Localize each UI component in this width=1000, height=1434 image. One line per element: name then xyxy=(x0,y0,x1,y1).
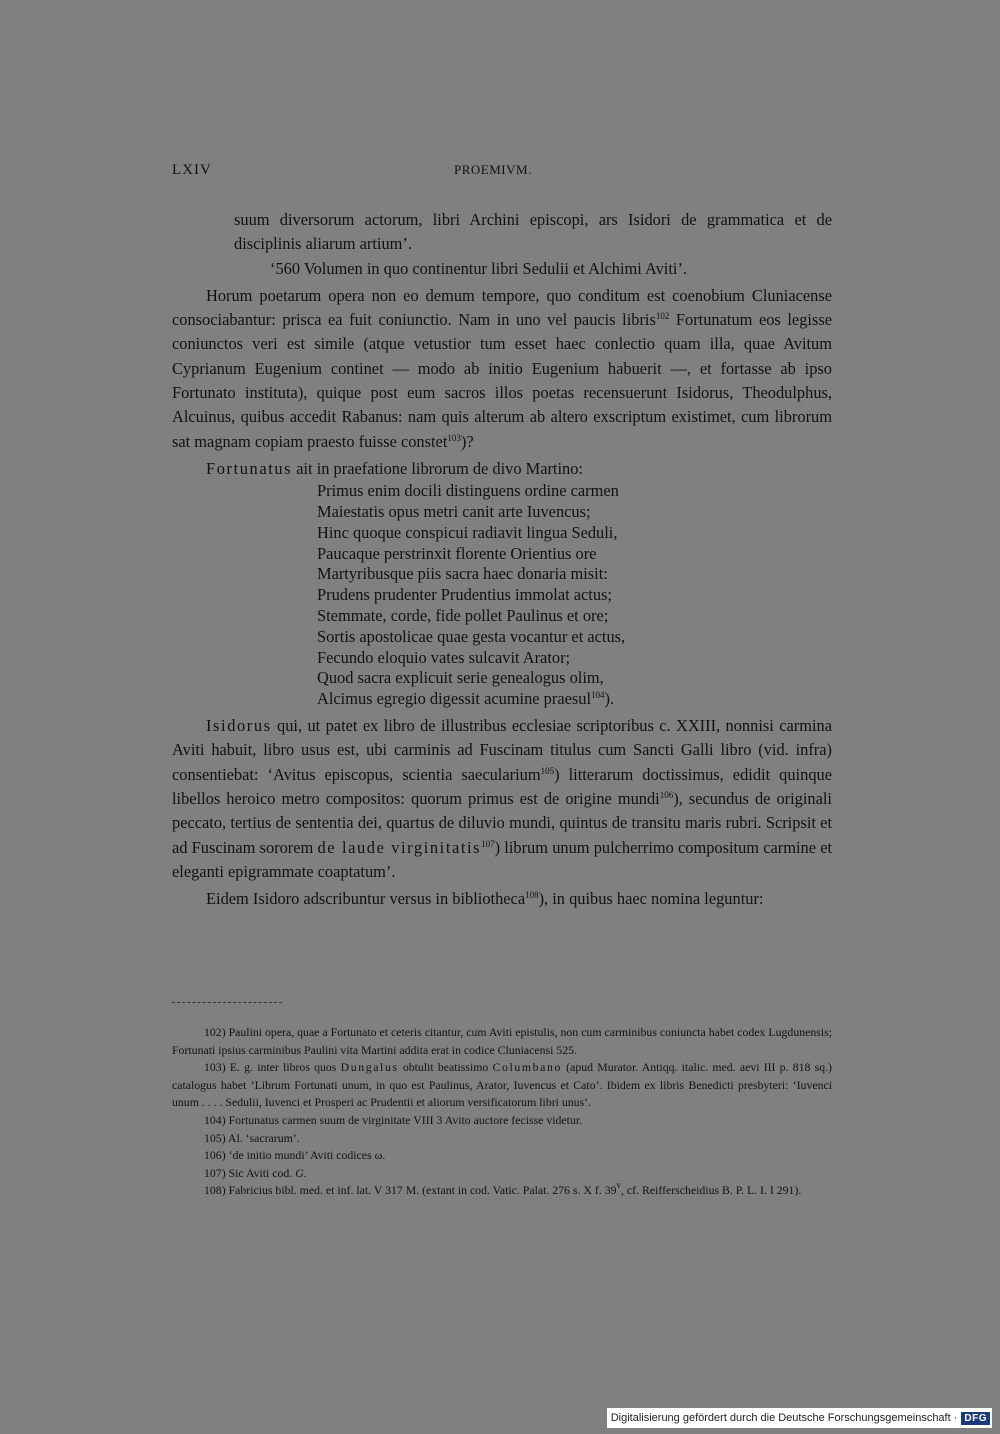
footnote-ref: 103 xyxy=(447,432,461,443)
footnote-102: 102) Paulini opera, quae a Fortunato et ceteris citantur, cum Aviti epistulis, non cum carminibus coniuncta habet codex Lugdunensis; Fortunati ipsius carminibus Paulini vita Martini addita erat in codice Cluniacensi 525. xyxy=(172,1025,832,1057)
paragraph-volume-560: ‘560 Volumen in quo continentur libri Sedulii et Alchimi Aviti’. xyxy=(270,258,688,278)
dfg-credit-banner[interactable] xyxy=(607,1408,992,1428)
footnote-ref: 107 xyxy=(481,838,495,849)
footnote-ref: 108 xyxy=(525,890,539,901)
footnote-108: 108) Fabricius bibl. med. et inf. lat. V 317 M. (extant in cod. Vatic. Palat. 276 s. X f. 39$^v$, cf. Reifferscheidius B. P. L. I. I 291). xyxy=(204,1180,802,1198)
poem-line: Alcimus egregio digessit acumine praesul$^{104}$). xyxy=(317,689,615,709)
page-header xyxy=(172,162,832,182)
poem-line: Maiestatis opus metri canit arte Iuvencus; xyxy=(317,502,591,522)
credit-text: Digitalisierung gefördert durch die Deutsche Forschungsgemeinschaft · xyxy=(610,1412,958,1424)
main-text xyxy=(172,208,832,911)
footnote-106: 106) ‘de initio mundi’ Aviti codices ω. xyxy=(204,1148,386,1163)
running-title: PROEMIVM. xyxy=(454,162,532,177)
paragraph-eidem-isidoro: Eidem Isidoro adscribuntur versus in bibliotheca$^{108}$), in quibus haec nomina leguntur: xyxy=(206,889,764,909)
footnote-ref: 105 xyxy=(540,765,555,776)
paragraph-fortunatus: Fortunatus ait in praefatione librorum de divo Martino: xyxy=(206,458,583,478)
paragraph-horum-poetarum: Horum poetarum opera non eo demum tempore, quo conditum est coenobium Cluniacense consociabantur: prisca ea fuit coniunctio. Nam in uno vel paucis libris$^{102}$ Fortunatum eos legisse coniunctos veri est simile (atque vetustior tum esset haec conlectio quam illa, quae Avitum Cyprianum Eugenium continet — modo ab initio Eugenium habuerit —, et fortasse ab ipso Fortunato instituta), quique post eum sacros illos poetas recensuerunt Isidorus, Theodulphus, Alcuinus, quibus accedit Rabanus: nam quis alterum ab altero exscriptum existimet, cum librorum sat magnam copiam praesto fuisse constet$^{103}$)? xyxy=(172,285,832,451)
footnote-ref: 104 xyxy=(591,690,605,701)
paragraph-isidorus: Isidorus qui, ut patet ex libro de illustribus ecclesiae scriptoribus c. XXIII, nonnisi carmina Aviti habuit, libro usus est, ubi carminis ad Fuscinam titulus cum Sancti Galli libro (vid. infra) consentiebat: ‘Avitus episcopus, scientia saecularium$^{105}$) litterarum doctissimus, edidit quinque libellos heroico metro compositos: quorum primus est de origine mundi$^{106}$), secundus de originali peccato, tertius de sententia dei, quartus de diluvio mundi, quintus de transitu maris rubri. Scripsit et ad Fuscinam sororem de laude virginitatis$^{107}$) librum unum pulcherrimo compositum carmine et eleganti epigrammate coaptatum’. xyxy=(172,716,833,881)
poem-line: Hinc quoque conspicui radiavit lingua Seduli, xyxy=(317,522,618,542)
footnote-107: 107) Sic Aviti cod. G. xyxy=(204,1165,307,1180)
poem-line: Fecundo eloquio vates sulcavit Arator; xyxy=(317,647,571,667)
paragraph-catalog-entry: suum diversorum actorum, libri Archini episcopi, ars Isidori de grammatica et de disciplinis aliarum artium’. xyxy=(234,210,832,254)
footnote-104: 104) Fortunatus carmen suum de virginitate VIII 3 Avito auctore fecisse videtur. xyxy=(204,1112,583,1127)
poem-line: Quod sacra explicuit serie genealogus olim, xyxy=(317,668,604,688)
footnotes xyxy=(172,1024,832,1200)
poem-line: Paucaque perstrinxit florente Orientius ore xyxy=(317,543,597,563)
page-number: LXIV xyxy=(172,162,212,178)
poem-line: Primus enim docili distinguens ordine carmen xyxy=(317,481,619,501)
dfg-logo: DFG xyxy=(961,1412,990,1425)
footnote-ref: 102 xyxy=(655,311,670,322)
footnote-ref: 106 xyxy=(659,789,674,800)
poem-line: Martyribusque piis sacra haec donaria misit: xyxy=(317,564,608,584)
footnote-separator xyxy=(172,1002,282,1003)
footnote-103: 103) E. g. inter libros quos Dungalus obtulit beatissimo Columbano (apud Murator. Antiqq. italic. med. aevi III p. 818 sq.) catalogus habet ‘Librum Fortunati unum, in quo est Paulinus, Arator, Iuvencus et Cato’. Ibidem ex libris Benedicti presbyteri: ‘Iuvenci unum . . . . Sedulii, Iuvenci et Prosperi ac Prudentii et aliorum versificatorum libri unus’. xyxy=(172,1060,832,1110)
poem-quote xyxy=(317,481,832,710)
poem-line: Stemmate, corde, fide pollet Paulinus et ore; xyxy=(317,606,609,626)
poem-line: Sortis apostolicae quae gesta vocantur et actus, xyxy=(317,626,626,646)
poem-line: Prudens prudenter Prudentius immolat actus; xyxy=(317,585,612,605)
footnote-105: 105) Al. ‘sacrarum’. xyxy=(204,1130,300,1145)
